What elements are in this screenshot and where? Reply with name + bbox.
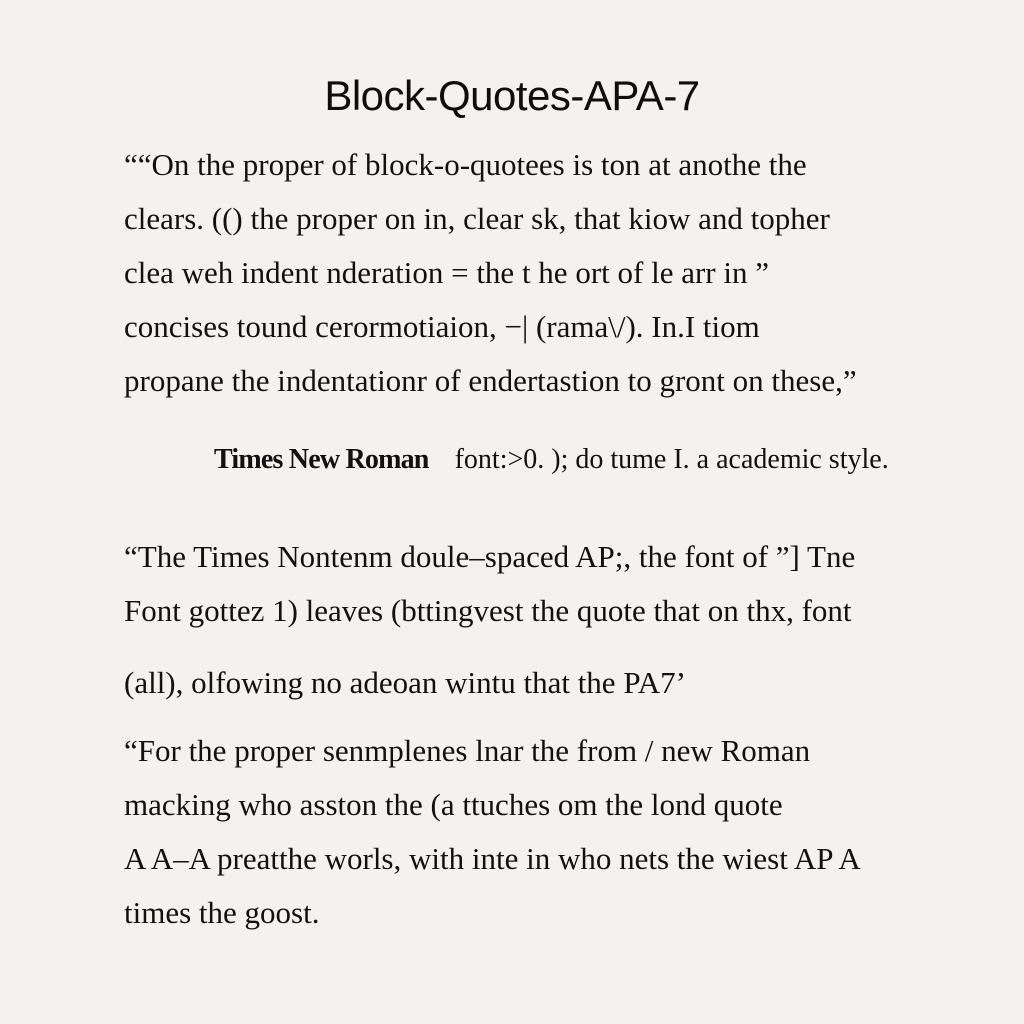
document-title: Block-Quotes-APA-7 — [324, 72, 700, 119]
font-note — [214, 436, 914, 484]
quote-3-line: times the goost. — [124, 895, 320, 930]
font-description: font:>0. ); do tume I. a academic style. — [454, 444, 889, 475]
quote-1-line: propane the indentationr of endertastion to gront on these,” — [124, 363, 857, 398]
block-quote-3 — [124, 724, 914, 940]
font-name: Times New Roman — [214, 444, 429, 475]
quote-1-line: ““On the proper of block-o-quotees is ton at anothe the — [124, 147, 807, 182]
quote-2-line: (all), olfowing no adeoan wintu that the PA7’ — [124, 665, 686, 700]
quote-2-line: Font gottez 1) leaves (bttingvest the quote that on thx, font — [124, 593, 852, 628]
quote-3-line: macking who asston the (a ttuches om the lond quote — [124, 787, 783, 822]
block-quote-1 — [124, 138, 914, 408]
quote-3-line: A A–A preatthe worls, with inte in who nets the wiest AP A — [124, 841, 861, 876]
quote-1-line: clea weh indent nderation = the t he ort of le arr in ” — [124, 255, 769, 290]
quote-2-line: “The Times Nontenm doule–spaced AP;, the font of ”] Tne — [124, 539, 856, 574]
quote-1-line: concises tound cerormotiaion, −| (rama\/). In.I tiom — [124, 309, 760, 344]
block-quote-2 — [124, 530, 914, 710]
quote-3-line: “For the proper senmplenes lnar the from / new Roman — [124, 733, 811, 768]
quote-1-line: clears. (() the proper on in, clear sk, that kiow and topher — [124, 201, 830, 236]
